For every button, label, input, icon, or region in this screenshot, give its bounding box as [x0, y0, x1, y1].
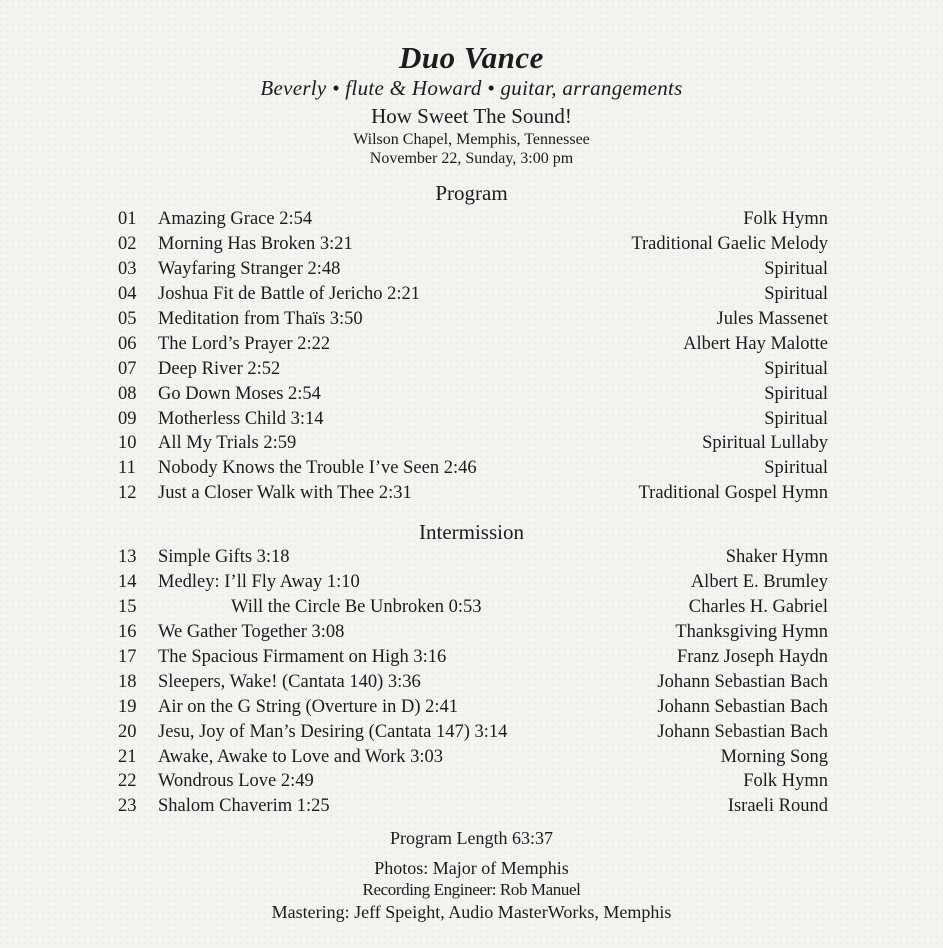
track-composer: Spiritual	[764, 358, 828, 379]
track-row	[118, 745, 828, 770]
track-composer: Spiritual	[764, 383, 828, 404]
track-title: Joshua Fit de Battle of Jericho 2:21	[158, 283, 421, 304]
track-title: Morning Has Broken 3:21	[158, 233, 353, 254]
track-title: Wondrous Love 2:49	[158, 771, 314, 792]
track-title: Motherless Child 3:14	[158, 408, 324, 429]
track-title: The Spacious Firmament on High 3:16	[158, 646, 447, 667]
track-row	[118, 545, 828, 570]
track-number: 16	[118, 621, 137, 642]
track-title: We Gather Together 3:08	[158, 621, 345, 642]
track-composer: Albert Hay Malotte	[683, 333, 828, 354]
track-row	[118, 695, 828, 720]
track-title: Just a Closer Walk with Thee 2:31	[158, 483, 412, 504]
venue-line: Wilson Chapel, Memphis, Tennessee	[353, 131, 590, 148]
track-row	[118, 570, 828, 595]
track-composer: Folk Hymn	[743, 771, 828, 792]
track-composer: Jules Massenet	[716, 308, 828, 329]
track-composer: Spiritual	[764, 258, 828, 279]
track-title: Shalom Chaverim 1:25	[158, 796, 330, 817]
track-row	[118, 645, 828, 670]
track-title: Will the Circle Be Unbroken 0:53	[231, 596, 482, 617]
track-title: Amazing Grace 2:54	[158, 209, 313, 229]
track-row	[118, 232, 828, 257]
track-row	[118, 456, 828, 481]
track-number: 07	[118, 358, 137, 379]
track-number: 05	[118, 308, 137, 329]
track-title: Awake, Awake to Love and Work 3:03	[158, 746, 444, 767]
track-title: Nobody Knows the Trouble I’ve Seen 2:46	[158, 458, 477, 479]
track-number: 11	[118, 458, 136, 479]
engineer-credit: Recording Engineer: Rob Manuel	[362, 880, 581, 899]
track-title: Go Down Moses 2:54	[158, 383, 321, 404]
track-row	[118, 207, 828, 232]
track-number: 14	[118, 571, 137, 592]
track-title: All My Trials 2:59	[158, 433, 297, 454]
date-line: November 22, Sunday, 3:00 pm	[369, 150, 574, 167]
track-number: 04	[118, 283, 137, 304]
track-number: 02	[118, 233, 137, 254]
track-composer: Charles H. Gabriel	[688, 596, 828, 617]
track-composer: Shaker Hymn	[725, 547, 828, 567]
track-title: Wayfaring Stranger 2:48	[158, 258, 341, 279]
track-composer: Johann Sebastian Bach	[657, 671, 828, 692]
track-row	[118, 595, 828, 620]
track-row	[118, 720, 828, 745]
track-number: 10	[118, 433, 137, 454]
track-composer: Johann Sebastian Bach	[657, 696, 828, 717]
track-title: Air on the G String (Overture in D) 2:41	[158, 696, 459, 717]
track-composer: Thanksgiving Hymn	[675, 621, 828, 642]
track-number: 13	[118, 547, 137, 567]
track-number: 18	[118, 671, 137, 692]
track-composer: Israeli Round	[727, 796, 828, 817]
track-row	[118, 620, 828, 645]
track-composer: Spiritual	[764, 283, 828, 304]
track-composer: Franz Joseph Haydn	[676, 646, 828, 667]
track-number: 06	[118, 333, 137, 354]
track-number: 23	[118, 796, 137, 817]
track-number: 15	[118, 596, 137, 617]
track-number: 20	[118, 721, 137, 742]
track-title: Simple Gifts 3:18	[158, 547, 290, 567]
track-title: Deep River 2:52	[158, 358, 281, 379]
track-number: 19	[118, 696, 137, 717]
track-row	[118, 431, 828, 456]
track-composer: Johann Sebastian Bach	[657, 721, 828, 742]
track-title: Medley: I’ll Fly Away 1:10	[158, 571, 360, 592]
program-track-list	[118, 207, 828, 506]
track-number: 17	[118, 646, 137, 667]
track-number: 08	[118, 383, 137, 404]
program-length: Program Length 63:37	[390, 828, 553, 848]
track-number: 22	[118, 771, 137, 792]
track-number: 09	[118, 408, 137, 429]
mastering-credit: Mastering: Jeff Speight, Audio MasterWorks, Memphis	[271, 902, 672, 922]
concert-subtitle: How Sweet The Sound!	[371, 104, 572, 128]
photos-credit: Photos: Major of Memphis	[374, 858, 569, 878]
track-number: 03	[118, 258, 137, 279]
program-heading: Program	[435, 181, 508, 205]
track-row	[118, 257, 828, 282]
track-row	[118, 670, 828, 695]
track-composer: Spiritual Lullaby	[702, 433, 828, 454]
track-composer: Folk Hymn	[743, 209, 828, 229]
intermission-heading: Intermission	[419, 520, 524, 544]
track-row	[118, 794, 828, 819]
intermission-track-list	[118, 545, 828, 819]
track-composer: Spiritual	[764, 408, 828, 429]
track-composer: Albert E. Brumley	[690, 571, 828, 592]
track-title: The Lord’s Prayer 2:22	[158, 333, 331, 354]
track-row	[118, 332, 828, 357]
performers-line: Beverly • flute & Howard • guitar, arrangements	[260, 76, 683, 100]
track-title: Jesu, Joy of Man’s Desiring (Cantata 147) 3:14	[158, 721, 508, 742]
track-number: 12	[118, 483, 137, 504]
track-row	[118, 282, 828, 307]
track-composer: Morning Song	[720, 746, 828, 767]
track-title: Meditation from Thaïs 3:50	[158, 308, 363, 329]
track-row	[118, 769, 828, 794]
track-number: 21	[118, 746, 137, 767]
track-number: 01	[118, 209, 137, 229]
ensemble-title: Duo Vance	[399, 40, 544, 75]
track-row	[118, 382, 828, 407]
track-row	[118, 357, 828, 382]
track-row	[118, 307, 828, 332]
track-row	[118, 481, 828, 506]
track-composer: Traditional Gospel Hymn	[638, 483, 828, 504]
track-composer: Traditional Gaelic Melody	[631, 233, 828, 254]
track-composer: Spiritual	[764, 458, 828, 479]
track-title: Sleepers, Wake! (Cantata 140) 3:36	[158, 671, 421, 692]
track-row	[118, 407, 828, 432]
